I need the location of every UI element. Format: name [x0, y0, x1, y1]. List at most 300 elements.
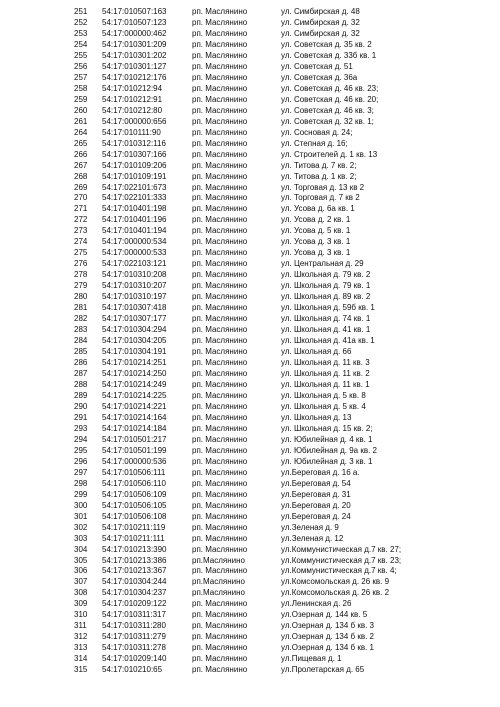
table-row: [0, 302, 500, 313]
row-number: 315: [74, 665, 88, 675]
cadastral-number: 54:17:000000:533: [102, 248, 167, 258]
street-address: ул. Советская д. 46 кв. 23;: [281, 83, 379, 93]
cadastral-number: 54:17:010213:386: [102, 555, 167, 565]
table-row: [0, 412, 500, 423]
cadastral-number: 54:17:000000:462: [102, 28, 167, 38]
row-number: 301: [74, 511, 88, 521]
settlement-name: рп. Маслянино: [192, 500, 248, 510]
settlement-name: рп. Маслянино: [192, 478, 248, 488]
table-row: [0, 357, 500, 368]
table-row: [0, 116, 500, 127]
cadastral-number: 54:17:010401:198: [102, 204, 167, 214]
table-row: [0, 653, 500, 664]
row-number: 302: [74, 522, 88, 532]
table-row: [0, 533, 500, 544]
settlement-name: рп. Маслянино: [192, 533, 248, 543]
settlement-name: рп. Маслянино: [192, 127, 248, 137]
table-row: [0, 565, 500, 576]
settlement-name: рп. Маслянино: [192, 226, 248, 236]
street-address: ул. Школьная д. 59б кв. 1: [281, 303, 375, 313]
table-row: [0, 203, 500, 214]
settlement-name: рп. Маслянино: [192, 347, 248, 357]
street-address: ул. Юбилейная д. 3 кв. 1: [281, 456, 373, 466]
settlement-name: рп. Маслянино: [192, 182, 248, 192]
table-row: [0, 587, 500, 598]
cadastral-number: 54:17:010109:191: [102, 171, 167, 181]
street-address: ул.Озерная д. 134 б кв. 1: [281, 643, 374, 653]
street-address: ул. Усова д. 6а кв. 1: [281, 204, 355, 214]
row-number: 282: [74, 314, 88, 324]
row-number: 255: [74, 50, 88, 60]
table-row: [0, 664, 500, 675]
cadastral-number: 54:17:000000:536: [102, 456, 167, 466]
cadastral-number: 54:17:010304:191: [102, 347, 167, 357]
street-address: ул.Пищевая д. 1: [281, 654, 342, 664]
street-address: ул. Школьная д. 74 кв. 1: [281, 314, 371, 324]
row-number: 283: [74, 325, 88, 335]
street-address: ул.Озерная д. 134 б кв. 3: [281, 621, 374, 631]
settlement-name: рп. Маслянино: [192, 28, 248, 38]
street-address: ул. Школьная д. 11 кв. 1: [281, 379, 370, 389]
street-address: ул. Школьная д. 79 кв. 1: [281, 281, 371, 291]
settlement-name: рп. Маслянино: [192, 83, 248, 93]
settlement-name: рп. Маслянино: [192, 401, 248, 411]
row-number: 309: [74, 599, 88, 609]
row-number: 254: [74, 39, 88, 49]
street-address: ул.Береговая д. 16 а.: [281, 467, 360, 477]
settlement-name: рп. Маслянино: [192, 390, 248, 400]
street-address: ул. Юбилейная д. 9а кв. 2: [281, 445, 377, 455]
row-number: 280: [74, 292, 88, 302]
settlement-name: рп. Маслянино: [192, 171, 248, 181]
settlement-name: рп. Маслянино: [192, 665, 248, 675]
street-address: ул. Школьная д. 11 кв. 3: [281, 358, 370, 368]
settlement-name: рп. Маслянино: [192, 138, 248, 148]
table-row: [0, 423, 500, 434]
street-address: ул. Торговая д. 13 кв 2: [281, 182, 365, 192]
row-number: 307: [74, 577, 88, 587]
row-number: 273: [74, 226, 88, 236]
settlement-name: рп. Маслянино: [192, 379, 248, 389]
table-row: [0, 61, 500, 72]
row-number: 287: [74, 369, 88, 378]
row-number: 278: [74, 270, 88, 280]
street-address: ул. Школьная д. 41 кв. 1: [281, 325, 371, 335]
row-number: 303: [74, 533, 88, 543]
settlement-name: рп. Маслянино: [192, 489, 248, 499]
settlement-name: рп. Маслянино: [192, 643, 248, 653]
cadastral-number: 54:17:010212:80: [102, 105, 163, 115]
row-number: 252: [74, 17, 88, 27]
table-row: [0, 171, 500, 182]
street-address: ул. Симбирская д. 48: [281, 7, 360, 16]
row-number: 297: [74, 467, 88, 477]
street-address: ул. Усова д. 3 кв. 1: [281, 248, 351, 258]
row-number: 291: [74, 412, 88, 422]
settlement-name: рп. Маслянино: [192, 314, 248, 324]
settlement-name: рп. Маслянино: [192, 61, 248, 71]
table-row: [0, 555, 500, 566]
street-address: ул. Центральная д. 29: [281, 259, 364, 269]
settlement-name: рп. Маслянино: [192, 610, 248, 620]
row-number: 284: [74, 336, 88, 346]
cadastral-number: 54:17:010501:217: [102, 434, 167, 444]
cadastral-number: 54:17:010209:140: [102, 654, 167, 664]
settlement-name: рп. Маслянино: [192, 116, 248, 126]
street-address: ул.Озерная д. 134 б кв. 2: [281, 632, 374, 642]
table-row: [0, 631, 500, 642]
cadastral-number: 54:17:022103:121: [102, 259, 167, 269]
cadastral-number: 54:17:022101:673: [102, 182, 167, 192]
row-number: 293: [74, 423, 88, 433]
table-row: [0, 192, 500, 203]
table-row: [0, 500, 500, 511]
row-number: 314: [74, 654, 88, 664]
table-row: [0, 379, 500, 390]
cadastral-number: 54:17:010214:164: [102, 412, 167, 422]
row-number: 260: [74, 105, 88, 115]
cadastral-number: 54:17:010506:108: [102, 511, 167, 521]
table-row: [0, 280, 500, 291]
street-address: ул. Школьная д. 79 кв. 2: [281, 270, 371, 280]
street-address: ул. Усова д. 5 кв. 1: [281, 226, 351, 236]
street-address: ул.Коммунистическая д.7 кв. 27;: [281, 544, 402, 554]
cadastral-number: 54:17:010301:209: [102, 39, 167, 49]
table-row: [0, 83, 500, 94]
table-row: [0, 269, 500, 280]
cadastral-number: 54:17:010212:91: [102, 94, 163, 104]
table-row: [0, 6, 500, 17]
cadastral-number: 54:17:010212:176: [102, 72, 167, 82]
table-row: [0, 72, 500, 83]
row-number: 306: [74, 566, 88, 576]
table-row: [0, 236, 500, 247]
row-number: 299: [74, 489, 88, 499]
settlement-name: рп. Маслянино: [192, 412, 248, 422]
cadastral-number: 54:17:010506:110: [102, 478, 166, 488]
row-number: 281: [74, 303, 88, 313]
row-number: 295: [74, 445, 88, 455]
cadastral-number: 54:17:010311:278: [102, 643, 166, 653]
street-address: ул. Титова д. 1 кв. 2;: [281, 171, 357, 181]
settlement-name: рп. Маслянино: [192, 17, 248, 27]
street-address: ул. Советская д. 46 кв. 3;: [281, 105, 374, 115]
table-row: [0, 522, 500, 533]
table-row: [0, 576, 500, 587]
cadastral-number: 54:17:010307:166: [102, 149, 167, 159]
street-address: ул. Советская д. 51: [281, 61, 353, 71]
table-row: [0, 390, 500, 401]
cadastral-number: 54:17:010111:90: [102, 127, 161, 137]
row-number: 296: [74, 456, 88, 466]
settlement-name: рп. Маслянино: [192, 621, 248, 631]
cadastral-number: 54:17:010212:94: [102, 83, 163, 93]
settlement-name: рп. Маслянино: [192, 325, 248, 335]
table-row: [0, 258, 500, 269]
settlement-name: рп. Маслянино: [192, 204, 248, 214]
settlement-name: рп.Маслянино: [192, 577, 245, 587]
row-number: 267: [74, 160, 88, 170]
row-number: 304: [74, 544, 88, 554]
table-row: [0, 127, 500, 138]
street-address: ул.Пролетарская д. 65: [281, 665, 365, 675]
row-number: 289: [74, 390, 88, 400]
table-row: [0, 50, 500, 61]
row-number: 271: [74, 204, 88, 214]
row-number: 265: [74, 138, 88, 148]
settlement-name: рп. Маслянино: [192, 292, 248, 302]
table-row: [0, 544, 500, 555]
street-address: ул.Комсомольская д. 26 кв. 9: [281, 577, 390, 587]
row-number: 308: [74, 588, 88, 598]
cadastral-number: 54:17:010214:250: [102, 369, 167, 378]
table-row: [0, 105, 500, 116]
settlement-name: рп. Маслянино: [192, 94, 248, 104]
settlement-name: рп. Маслянино: [192, 358, 248, 368]
street-address: ул. Торговая д. 7 кв 2: [281, 193, 360, 203]
cadastral-number: 54:17:010301:127: [102, 61, 167, 71]
settlement-name: рп. Маслянино: [192, 72, 248, 82]
cadastral-number: 54:17:010304:237: [102, 588, 167, 598]
street-address: ул. Советская д. 36а: [281, 72, 358, 82]
street-address: ул. Строителей д. 1 кв. 13: [281, 149, 378, 159]
table-row: [0, 598, 500, 609]
cadastral-number: 54:17:000000:656: [102, 116, 167, 126]
cadastral-number: 54:17:010304:294: [102, 325, 167, 335]
row-number: 264: [74, 127, 88, 137]
row-number: 286: [74, 358, 88, 368]
row-number: 310: [74, 610, 88, 620]
street-address: ул. Сосновая д. 24;: [281, 127, 353, 137]
settlement-name: рп. Маслянино: [192, 566, 248, 576]
cadastral-number: 54:17:010301:202: [102, 50, 167, 60]
street-address: ул.Зеленая д. 12: [281, 533, 344, 543]
row-number: 300: [74, 500, 88, 510]
street-address: ул.Ленинская д. 26: [281, 599, 352, 609]
street-address: ул.Береговая д. 54: [281, 478, 351, 488]
table-row: [0, 609, 500, 620]
table-row: [0, 456, 500, 467]
street-address: ул.Коммунистическая д.7 кв. 23;: [281, 555, 402, 565]
row-number: 258: [74, 83, 88, 93]
table-row: [0, 149, 500, 160]
settlement-name: рп. Маслянино: [192, 456, 248, 466]
street-address: ул. Школьная д. 15 кв. 2;: [281, 423, 373, 433]
table-row: [0, 28, 500, 39]
street-address: ул. Школьная д. 41а кв. 1: [281, 336, 375, 346]
settlement-name: рп. Маслянино: [192, 39, 248, 49]
row-number: 298: [74, 478, 88, 488]
row-number: 261: [74, 116, 88, 126]
table-row: [0, 324, 500, 335]
table-row: [0, 368, 500, 379]
row-number: 312: [74, 632, 88, 642]
settlement-name: рп. Маслянино: [192, 303, 248, 313]
settlement-name: рп. Маслянино: [192, 599, 248, 609]
cadastral-number: 54:17:000000:534: [102, 237, 167, 247]
cadastral-number: 54:17:010311:279: [102, 632, 166, 642]
settlement-name: рп. Маслянино: [192, 511, 248, 521]
table-row: [0, 489, 500, 500]
settlement-name: рп. Маслянино: [192, 336, 248, 346]
cadastral-number: 54:17:010304:205: [102, 336, 167, 346]
street-address: ул. Юбилейная д. 4 кв. 1: [281, 434, 373, 444]
cadastral-number: 54:17:010213:390: [102, 544, 167, 554]
street-address: ул.Зеленая д. 9: [281, 522, 339, 532]
row-number: 311: [74, 621, 87, 631]
cadastral-number: 54:17:010214:184: [102, 423, 167, 433]
row-number: 313: [74, 643, 88, 653]
settlement-name: рп. Маслянино: [192, 434, 248, 444]
cadastral-number: 54:17:010507:163: [102, 7, 167, 16]
table-row: [0, 39, 500, 50]
table-row: [0, 434, 500, 445]
cadastral-number: 54:17:022101:333: [102, 193, 167, 203]
row-number: 259: [74, 94, 88, 104]
table-row: [0, 620, 500, 631]
table-row: [0, 346, 500, 357]
street-address: ул. Степная д. 16;: [281, 138, 348, 148]
cadastral-number: 54:17:010304:244: [102, 577, 167, 587]
settlement-name: рп. Маслянино: [192, 369, 248, 378]
street-address: ул. Школьная д. 89 кв. 2: [281, 292, 371, 302]
settlement-name: рп. Маслянино: [192, 632, 248, 642]
row-number: 285: [74, 347, 88, 357]
cadastral-number: 54:17:010210:65: [102, 665, 163, 675]
cadastral-number: 54:17:010214:221: [102, 401, 167, 411]
street-address: ул. Школьная д. 13: [281, 412, 352, 422]
row-number: 251: [74, 7, 88, 16]
settlement-name: рп.Маслянино: [192, 555, 245, 565]
table-row: [0, 17, 500, 28]
row-number: 270: [74, 193, 88, 203]
table-row: [0, 225, 500, 236]
settlement-name: рп. Маслянино: [192, 193, 248, 203]
settlement-name: рп. Маслянино: [192, 654, 248, 664]
settlement-name: рп. Маслянино: [192, 237, 248, 247]
street-address: ул. Симбирская д. 32: [281, 17, 360, 27]
cadastral-number: 54:17:010311:280: [102, 621, 166, 631]
row-number: 253: [74, 28, 88, 38]
street-address: ул.Береговая д. 24: [281, 511, 351, 521]
settlement-name: рп. Маслянино: [192, 215, 248, 225]
street-address: ул.Береговая д. 31: [281, 489, 351, 499]
street-address: ул. Школьная д. 66: [281, 347, 352, 357]
cadastral-number: 54:17:010506:109: [102, 489, 167, 499]
cadastral-number: 54:17:010501:199: [102, 445, 167, 455]
cadastral-number: 54:17:010211:111: [102, 533, 165, 543]
cadastral-number: 54:17:010312:116: [102, 138, 166, 148]
cadastral-number: 54:17:010310:197: [102, 292, 167, 302]
settlement-name: рп. Маслянино: [192, 281, 248, 291]
cadastral-number: 54:17:010401:194: [102, 226, 167, 236]
table-row: [0, 182, 500, 193]
settlement-name: рп. Маслянино: [192, 445, 248, 455]
row-number: 269: [74, 182, 88, 192]
street-address: ул. Советская д. 32 кв. 1;: [281, 116, 374, 126]
settlement-name: рп. Маслянино: [192, 105, 248, 115]
table-row: [0, 467, 500, 478]
row-number: 279: [74, 281, 88, 291]
street-address: ул.Озерная д. 144 кв. 5: [281, 610, 368, 620]
street-address: ул. Усова д. 2 кв. 1: [281, 215, 351, 225]
table-row: [0, 445, 500, 456]
row-number: 294: [74, 434, 88, 444]
settlement-name: рп. Маслянино: [192, 50, 248, 60]
cadastral-number: 54:17:010506:105: [102, 500, 167, 510]
settlement-name: рп. Маслянино: [192, 522, 248, 532]
row-number: 288: [74, 379, 88, 389]
cadastral-number: 54:17:010307:177: [102, 314, 167, 324]
settlement-name: рп. Маслянино: [192, 544, 248, 554]
street-address: ул. Советская д. 35 кв. 2: [281, 39, 372, 49]
cadastral-number: 54:17:010506:111: [102, 467, 166, 477]
street-address: ул. Школьная д. 5 кв. 8: [281, 390, 366, 400]
settlement-name: рп. Маслянино: [192, 149, 248, 159]
cadastral-number: 54:17:010209:122: [102, 599, 167, 609]
street-address: ул. Советская д. 33б кв. 1: [281, 50, 377, 60]
table-row: [0, 291, 500, 302]
row-number: 268: [74, 171, 88, 181]
street-address: ул.Комсомольская д. 26 кв. 2: [281, 588, 390, 598]
table-row: [0, 138, 500, 149]
table-row: [0, 214, 500, 225]
table-row: [0, 642, 500, 653]
settlement-name: рп. Маслянино: [192, 7, 248, 16]
table-row: [0, 335, 500, 346]
cadastral-number: 54:17:010507:123: [102, 17, 167, 27]
row-number: 290: [74, 401, 88, 411]
row-number: 275: [74, 248, 88, 258]
cadastral-number: 54:17:010214:251: [102, 358, 167, 368]
table-row: [0, 94, 500, 105]
cadastral-number: 54:17:010109:206: [102, 160, 167, 170]
settlement-name: рп. Маслянино: [192, 160, 248, 170]
settlement-name: рп. Маслянино: [192, 270, 248, 280]
cadastral-number: 54:17:010401:196: [102, 215, 167, 225]
cadastral-number: 54:17:010214:249: [102, 379, 167, 389]
cadastral-number: 54:17:010307:418: [102, 303, 167, 313]
table-row: [0, 247, 500, 258]
street-address: ул. Титова д. 7 кв. 2;: [281, 160, 357, 170]
table-row: [0, 478, 500, 489]
street-address: ул. Школьная д. 11 кв. 2: [281, 369, 370, 378]
street-address: ул. Советская д. 46 кв. 20;: [281, 94, 379, 104]
row-number: 266: [74, 149, 88, 159]
cadastral-number: 54:17:010214:225: [102, 390, 167, 400]
settlement-name: рп. Маслянино: [192, 248, 248, 258]
row-number: 272: [74, 215, 88, 225]
cadastral-number: 54:17:010310:208: [102, 270, 167, 280]
row-number: 305: [74, 555, 88, 565]
cadastral-number: 54:17:010211:119: [102, 522, 166, 532]
table-row: [0, 313, 500, 324]
settlement-name: рп. Маслянино: [192, 467, 248, 477]
row-number: 274: [74, 237, 88, 247]
street-address: ул.Коммунистическая д.7 кв. 4;: [281, 566, 397, 576]
street-address: ул. Усова д. 3 кв. 1: [281, 237, 351, 247]
table-row: [0, 401, 500, 412]
cadastral-number: 54:17:010310:207: [102, 281, 167, 291]
settlement-name: рп. Маслянино: [192, 259, 248, 269]
settlement-name: рп.Маслянино: [192, 588, 245, 598]
street-address: ул. Симбирская д. 32: [281, 28, 360, 38]
cadastral-number: 54:17:010311:317: [102, 610, 166, 620]
street-address: ул.Береговая д. 20: [281, 500, 351, 510]
row-number: 257: [74, 72, 88, 82]
row-number: 276: [74, 259, 88, 269]
cadastral-number: 54:17:010213:367: [102, 566, 167, 576]
